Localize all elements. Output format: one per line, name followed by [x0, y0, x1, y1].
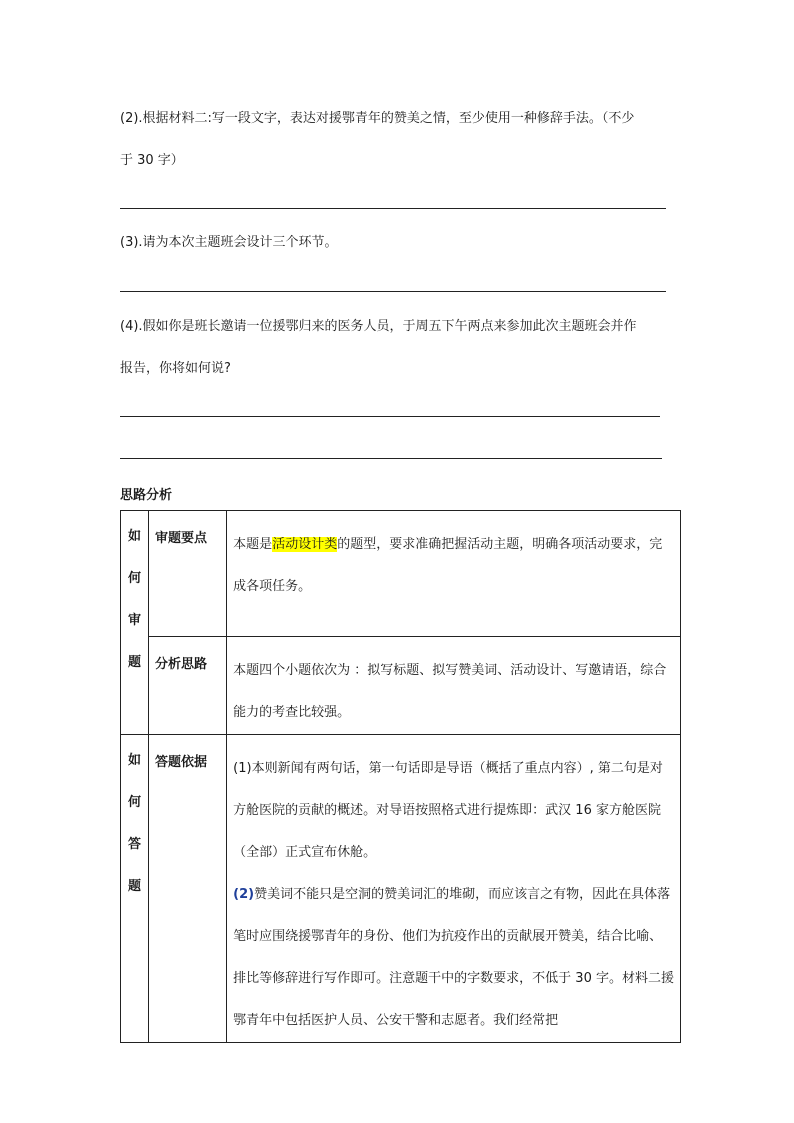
content-paragraph-1: (1)本则新闻有两句话，第一句话即是导语（概括了重点内容）, 第二句是对方舱医院的贡献的概述。对导语按照格式进行提炼即：武汉 16 家方舱医院（全部）正式宣布休舱。 [233, 761, 663, 860]
row-content [227, 511, 681, 637]
answer-line-q4-2 [120, 458, 662, 459]
question-3: (3).请为本次主题班会设计三个环节。 [120, 235, 338, 250]
content-text: 本题是 [233, 537, 273, 552]
row-label: 审题要点 [149, 511, 227, 637]
group-char: 题 [128, 655, 142, 670]
answer-line-q3 [120, 291, 666, 292]
content-text: 本题四个小题依次为 ：拟写标题、拟写赞美词、活动设计、写邀请语，综合能力的考查比较强。 [233, 663, 667, 720]
table-row [121, 511, 681, 637]
answer-line-q4-1 [120, 416, 660, 417]
content-paragraph-2: 赞美词不能只是空洞的赞美词汇的堆砌，而应该言之有物，因此在具体落笔时应围绕援鄂青年的身份、他们为抗疫作出的贡献展开赞美，结合比喻、排比等修辞进行写作即可。注意题干中的字数要求，不低于 30 字。材料二援鄂青年中包括医护人员、公安干警和志愿者。我们经常把 [233, 887, 674, 1028]
analysis-table [120, 510, 681, 1043]
row-content [227, 735, 681, 1043]
group-label-answer [121, 735, 149, 1043]
answer-line-q2 [120, 208, 666, 209]
group-char: 何 [128, 571, 142, 586]
group-char: 答 [128, 837, 142, 852]
row-label: 答题依据 [149, 735, 227, 1043]
group-char: 如 [128, 753, 142, 768]
section-heading: 思路分析 [120, 488, 173, 503]
table-row [121, 735, 681, 1043]
group-label-review [121, 511, 149, 735]
highlighted-text: 活动设计类 [272, 537, 338, 552]
group-char: 审 [128, 613, 142, 628]
content-text: 的题型，要求准确把握活动主题，明确各项活动要求，完成各项任务。 [233, 537, 663, 594]
row-label: 分析思路 [149, 637, 227, 735]
group-char: 何 [128, 795, 142, 810]
group-char: 题 [128, 879, 142, 894]
group-char: 如 [128, 529, 142, 544]
table-row [121, 637, 681, 735]
question-4-line-2: 报告，你将如何说? [120, 361, 231, 376]
question-4-line-1: (4).假如你是班长邀请一位援鄂归来的医务人员，于周五下午两点来参加此次主题班会并作 [120, 319, 637, 334]
row-content [227, 637, 681, 735]
question-2-line-2: 于 30 字） [120, 153, 184, 168]
item-number: (2) [233, 887, 255, 902]
question-2-line-1: (2).根据材料二:写一段文字，表达对援鄂青年的赞美之情，至少使用一种修辞手法。（不少 [120, 111, 635, 126]
